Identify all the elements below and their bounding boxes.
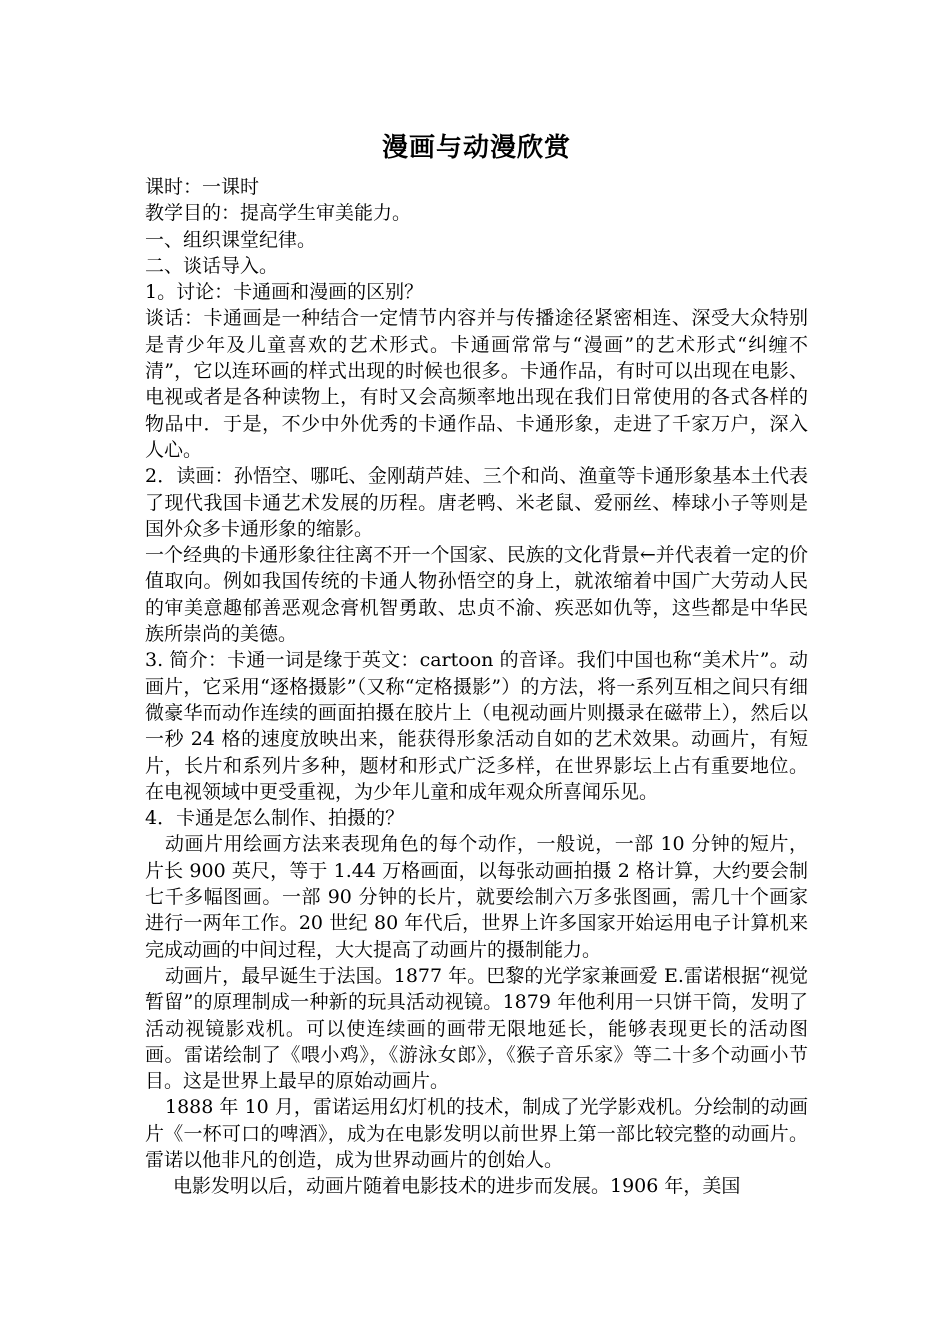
paragraph-talk: 谈话：卡通画是一种结合一定情节内容并与传播途径紧密相连、深受大众特别是青少年及儿童喜欢的艺术形式。卡通画常常与“漫画”的艺术形式“纠缠不清”，它以连环画的样式出现的时候也很多。卡通作品，有时可以出现在电影、电视或者是各种读物上，有时又会高频率地出现在我们日常使用的各式各样的物品中．于是，不少中外优秀的卡通作品、卡通形象，走进了千家万户，深入人心。 — [145, 307, 808, 461]
paragraph-classic-image: 一个经典的卡通形象往往离不开一个国家、民族的文化背景←并代表着一定的价值取向。例如我国传统的卡通人物孙悟空的身上，就浓缩着中国广大劳动人民的审美意趣郁善恶观念膏机智勇敢、忠贞不渝、疾恶如仇等，这些都是中华民族所崇尚的美德。 — [145, 544, 808, 646]
paragraph-step-one: 一、组织课堂纪律。 — [145, 228, 317, 251]
document-title: 漫画与动漫欣赏 — [381, 133, 571, 163]
paragraph-lesson-time: 课时：一课时 — [145, 176, 260, 198]
paragraph-1888: 1888 年 10 月，雷诺运用幻灯机的技术，制成了光学影戏机。分绘制的动画片《一杯可口的啤酒》，成为在电影发明以前世界上第一部比较完整的动画片。雷诺以他非凡的创造，成为世界动画片的创始人。 — [145, 1096, 808, 1171]
paragraph-after-film: 电影发明以后，动画片随着电影技术的进步而发展。1906 年，美国 — [173, 1175, 741, 1198]
paragraph-step-two: 二、谈话导入。 — [145, 254, 279, 277]
paragraph-teaching-goal: 教学目的：提高学生审美能力。 — [145, 202, 412, 225]
paragraph-question-production: 4．卡通是怎么制作、拍摄的？ — [145, 807, 405, 830]
paragraph-discussion: 1。讨论：卡通画和漫画的区别？ — [145, 281, 424, 304]
paragraph-origin-france: 动画片，最早诞生于法国。1877 年。巴黎的光学家兼画爱 E.雷诺根据“视觉暂留”的原理制成一种新的玩具活动视镜。1879 年他利用一只饼干筒，发明了活动视镜影戏机。可以使连续画的画带无限地延长，能够表现更长的活动图画。雷诺绘制了《喂小鸡》，《游泳女郎》，《猴子音乐家》等二十多个动画小节目。这是世界上最早的原始动画片。 — [145, 964, 808, 1093]
paragraph-read-pictures: 2．读画：孙悟空、哪吒、金刚葫芦娃、三个和尚、渔童等卡通形象基本土代表了现代我国卡通艺术发展的历程。唐老鸭、米老鼠、爱丽丝、棒球小子等则是国外众多卡通形象的缩影。 — [145, 465, 808, 540]
document-page — [145, 128, 808, 1200]
paragraph-production: 动画片用绘画方法来表现角色的每个动作，一般说，一部 10 分钟的短片，片长 900 英尺，等于 1.44 万格画面，以每张动画拍摄 2 格计算，大约要会制七千多幅图画。一部 90 分钟的长片，就要绘制六万多张图画，需几十个画家进行一两年工作。20 世纪 80 年代后，世界上许多国家开始运用电子计算机来完成动画的中间过程，大大提高了动画片的摄制能力。 — [145, 833, 808, 961]
paragraph-introduction: 3. 简介：卡通一词是缘于英文：cartoon 的音译。我们中国也称“美术片”。动画片，它采用“逐格摄影”（又称“定格摄影”）的方法，将一系列互相之间只有细微豪华而动作连续的画面拍摄在胶片上（电视动画片则摄录在磁带上），然后以一秒 24 格的速度放映出来，能获得形象活动自如的艺术效果。动画片，有短片，长片和系列片多种，题材和形式广泛多样，在世界影坛上占有重要地位。在电视领域中更受重视，为少年儿童和成年观众所喜闻乐见。 — [145, 649, 808, 803]
